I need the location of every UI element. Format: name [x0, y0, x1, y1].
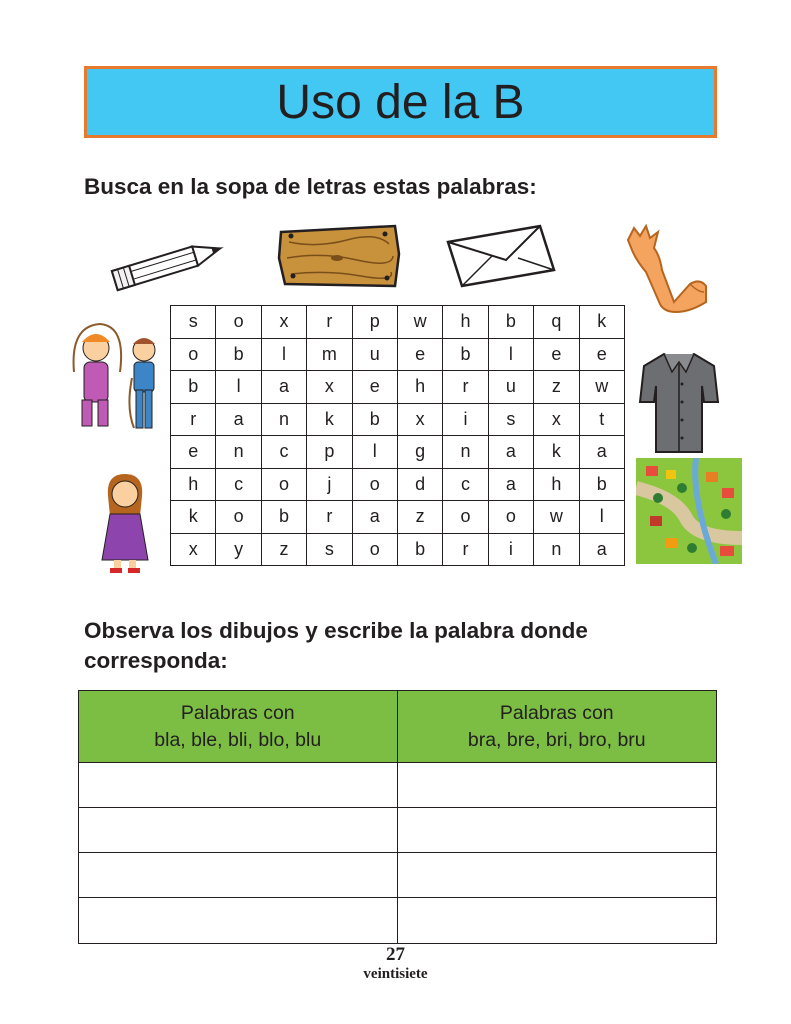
letter-cell[interactable]: o	[352, 533, 397, 566]
page-title: Uso de la B	[276, 75, 525, 129]
letter-cell[interactable]: s	[307, 533, 352, 566]
arm-icon	[620, 222, 712, 314]
letter-cell[interactable]: i	[443, 403, 488, 436]
search-instruction: Busca en la sopa de letras estas palabras:	[84, 174, 537, 199]
letter-cell[interactable]: x	[261, 306, 306, 339]
letter-cell[interactable]: o	[216, 306, 261, 339]
letter-cell[interactable]: l	[261, 338, 306, 371]
word-search-grid	[170, 305, 625, 566]
letter-cell[interactable]: p	[307, 436, 352, 469]
letter-cell[interactable]: h	[397, 371, 442, 404]
wood-board-icon	[277, 224, 401, 290]
letter-cell[interactable]: s	[171, 306, 216, 339]
letter-cell[interactable]: l	[488, 338, 533, 371]
word-search-row	[171, 436, 625, 469]
letter-cell[interactable]: b	[352, 403, 397, 436]
letter-cell[interactable]: r	[443, 371, 488, 404]
letter-cell[interactable]: e	[171, 436, 216, 469]
letter-cell[interactable]: n	[534, 533, 579, 566]
letter-cell[interactable]: k	[534, 436, 579, 469]
page-number-word: veintisiete	[363, 966, 428, 982]
word-search-row	[171, 468, 625, 501]
write-instruction: Observa los dibujos y escribe la palabra donde corresponda:	[84, 618, 588, 673]
word-search-row	[171, 533, 625, 566]
letter-cell[interactable]: g	[397, 436, 442, 469]
letter-cell[interactable]: u	[352, 338, 397, 371]
column-header-bl	[79, 691, 398, 763]
pencil-icon	[104, 232, 234, 294]
letter-cell[interactable]: n	[216, 436, 261, 469]
letter-cell[interactable]: l	[352, 436, 397, 469]
letter-cell[interactable]: x	[397, 403, 442, 436]
letter-cell[interactable]: u	[488, 371, 533, 404]
letter-cell[interactable]: r	[171, 403, 216, 436]
letter-cell[interactable]: b	[488, 306, 533, 339]
letter-cell[interactable]: m	[307, 338, 352, 371]
letter-cell[interactable]: o	[171, 338, 216, 371]
letter-cell[interactable]: s	[488, 403, 533, 436]
letter-cell[interactable]: z	[534, 371, 579, 404]
letter-cell[interactable]: w	[534, 501, 579, 534]
letter-cell[interactable]: e	[534, 338, 579, 371]
letter-cell[interactable]: p	[352, 306, 397, 339]
letter-cell[interactable]: r	[307, 306, 352, 339]
letter-cell[interactable]: t	[579, 403, 624, 436]
letter-cell[interactable]: c	[261, 436, 306, 469]
letter-cell[interactable]: n	[443, 436, 488, 469]
letter-cell[interactable]: k	[307, 403, 352, 436]
letter-cell[interactable]: r	[307, 501, 352, 534]
letter-cell[interactable]: l	[216, 371, 261, 404]
letter-cell[interactable]: c	[216, 468, 261, 501]
letter-cell[interactable]: a	[352, 501, 397, 534]
title-banner	[84, 66, 717, 138]
jump-rope-kids-icon	[60, 318, 164, 436]
letter-cell[interactable]: h	[171, 468, 216, 501]
letter-cell[interactable]: x	[307, 371, 352, 404]
town-map-icon	[636, 458, 742, 564]
letter-cell[interactable]: x	[171, 533, 216, 566]
letter-cell[interactable]: a	[579, 533, 624, 566]
letter-cell[interactable]: o	[352, 468, 397, 501]
answer-cell[interactable]	[79, 898, 398, 943]
letter-cell[interactable]: k	[171, 501, 216, 534]
letter-cell[interactable]: y	[216, 533, 261, 566]
letter-cell[interactable]: o	[443, 501, 488, 534]
letter-cell[interactable]: a	[488, 468, 533, 501]
letter-cell[interactable]: b	[443, 338, 488, 371]
letter-cell[interactable]: o	[488, 501, 533, 534]
letter-cell[interactable]: b	[397, 533, 442, 566]
letter-cell[interactable]: a	[579, 436, 624, 469]
letter-cell[interactable]: q	[534, 306, 579, 339]
letter-cell[interactable]: l	[579, 501, 624, 534]
girl-icon	[96, 470, 154, 574]
letter-cell[interactable]: d	[397, 468, 442, 501]
letter-cell[interactable]: b	[261, 501, 306, 534]
letter-cell[interactable]: e	[397, 338, 442, 371]
letter-cell[interactable]: w	[397, 306, 442, 339]
letter-cell[interactable]: x	[534, 403, 579, 436]
column-header-br-line1: Palabras con	[499, 701, 614, 724]
shirt-icon	[638, 350, 720, 456]
answer-cell[interactable]	[398, 898, 717, 943]
word-search-row	[171, 306, 625, 339]
column-header-bl-line2: bla, ble, bli, blo, blu	[154, 728, 322, 751]
letter-cell[interactable]: j	[307, 468, 352, 501]
letter-cell[interactable]: h	[534, 468, 579, 501]
letter-cell[interactable]: i	[488, 533, 533, 566]
letter-cell[interactable]: r	[443, 533, 488, 566]
letter-cell[interactable]: b	[171, 371, 216, 404]
answer-cell[interactable]	[79, 763, 398, 808]
letter-cell[interactable]: k	[579, 306, 624, 339]
letter-cell[interactable]: e	[352, 371, 397, 404]
letter-cell[interactable]: z	[397, 501, 442, 534]
word-search-row	[171, 501, 625, 534]
answer-cell[interactable]	[398, 853, 717, 898]
envelope-icon	[444, 222, 558, 290]
answer-cell[interactable]	[398, 763, 717, 808]
column-header-bl-line1: Palabras con	[180, 701, 295, 724]
answer-table	[78, 690, 717, 944]
letter-cell[interactable]: a	[216, 403, 261, 436]
letter-cell[interactable]: a	[261, 371, 306, 404]
letter-cell[interactable]: w	[579, 371, 624, 404]
letter-cell[interactable]: o	[216, 501, 261, 534]
word-search-row	[171, 403, 625, 436]
letter-cell[interactable]: z	[261, 533, 306, 566]
answer-cell[interactable]	[398, 808, 717, 853]
answer-cell[interactable]	[79, 853, 398, 898]
letter-cell[interactable]: h	[443, 306, 488, 339]
column-header-br-line2: bra, bre, bri, bro, bru	[467, 728, 646, 751]
word-search-row	[171, 371, 625, 404]
letter-cell[interactable]: n	[261, 403, 306, 436]
letter-cell[interactable]: c	[443, 468, 488, 501]
page-number: 27	[386, 944, 405, 965]
letter-cell[interactable]: a	[488, 436, 533, 469]
answer-cell[interactable]	[79, 808, 398, 853]
column-header-br	[398, 691, 717, 763]
letter-cell[interactable]: b	[216, 338, 261, 371]
letter-cell[interactable]: e	[579, 338, 624, 371]
word-search-row	[171, 338, 625, 371]
letter-cell[interactable]: o	[261, 468, 306, 501]
letter-cell[interactable]: b	[579, 468, 624, 501]
